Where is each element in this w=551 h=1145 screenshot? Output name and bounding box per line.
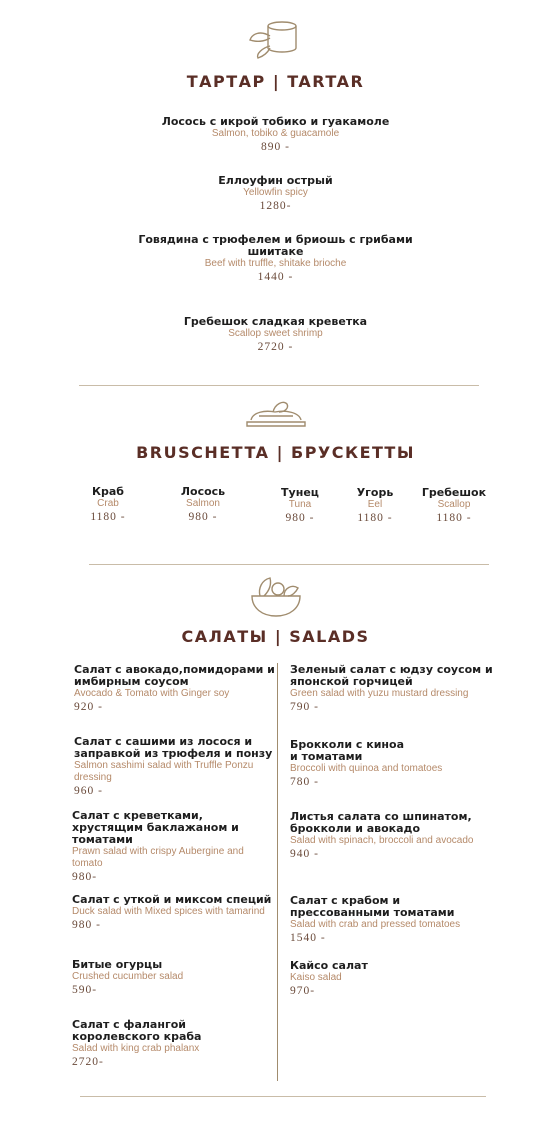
item-price: 980 - — [188, 511, 218, 523]
item-name-ru: Лосось — [180, 485, 226, 498]
item-name-ru: Битые огурцы — [72, 958, 163, 971]
item-name-en: Eel — [367, 499, 383, 510]
item-price: 590- — [72, 984, 98, 996]
item-name-ru: Говядина с трюфелем и бриошь с грибами шиитаке — [138, 233, 413, 258]
item-price: 980 - — [72, 919, 101, 931]
item-name-en: Salad with king crab phalanx — [72, 1043, 200, 1054]
item-price: 1180 - — [90, 511, 126, 523]
item-name-ru: Салат с креветками, хрустящим баклажаном и томатами — [72, 809, 239, 846]
salad-item — [290, 895, 465, 945]
item-name-ru: Салат с уткой и миксом специй — [72, 893, 272, 906]
item-name-en: Scallop — [437, 499, 471, 510]
item-price: 790 - — [290, 701, 319, 713]
section-divider — [80, 1096, 486, 1097]
tartar-title: ТАРТАР | TARTAR — [186, 72, 365, 91]
tartar-item — [0, 316, 551, 354]
item-name-en: Salmon — [186, 498, 220, 509]
item-name-ru: Гребешок — [421, 486, 487, 499]
item-name-ru: Брокколи с киноа и томатами — [290, 738, 405, 763]
bruschetta-item — [260, 487, 340, 525]
salad-item — [72, 1019, 242, 1069]
salad-item — [290, 811, 490, 861]
item-name-ru: Лосось с икрой тобико и гуакамоле — [161, 115, 390, 128]
tartar-item — [135, 234, 416, 284]
column-divider — [277, 663, 278, 1081]
item-name-ru: Салат с фалангой королевского краба — [72, 1018, 202, 1043]
bruschetta-title: BRUSCHETTA | БРУСКЕТТЫ — [136, 443, 415, 462]
item-price: 1280- — [259, 200, 292, 212]
bruschetta-item — [335, 487, 415, 525]
item-name-en: Salmon, tobiko & guacamole — [211, 128, 340, 139]
section-divider — [89, 564, 489, 565]
tartar-item — [0, 175, 551, 213]
salad-bowl-icon — [0, 574, 551, 618]
item-price: 890 - — [261, 141, 290, 153]
item-name-ru: Салат с авокадо,помидорами и имбирным соусом — [74, 663, 275, 688]
item-price: 970- — [290, 985, 316, 997]
item-name-en: Scallop sweet shrimp — [228, 328, 323, 339]
item-name-ru: Еллоуфин острый — [218, 174, 333, 187]
salad-item — [290, 664, 500, 714]
item-name-en: Duck salad with Mixed spices with tamarind — [72, 906, 265, 917]
bruschetta-item — [414, 487, 494, 525]
item-name-ru: Тунец — [281, 486, 319, 499]
salad-item — [72, 894, 272, 932]
item-name-ru: Листья салата со шпинатом, брокколи и авокадо — [290, 810, 472, 835]
item-name-ru: Зеленый салат с юдзу соусом и японской горчицей — [290, 663, 493, 688]
item-price: 1180 - — [357, 512, 393, 524]
item-price: 1540 - — [290, 932, 326, 944]
bruschetta-item — [68, 486, 148, 524]
item-name-en: Broccoli with quinoa and tomatoes — [290, 763, 443, 774]
item-name-ru: Салат с сашими из лосося и заправкой из трюфеля и понзу — [74, 735, 273, 760]
tartar-item — [0, 116, 551, 154]
item-name-en: Beef with truffle, shitake brioche — [204, 258, 347, 269]
salads-title: САЛАТЫ | SALADS — [181, 627, 370, 646]
item-name-en: Crab — [97, 498, 119, 509]
salad-item — [74, 736, 289, 798]
salad-item — [290, 738, 443, 789]
item-name-en: Tuna — [288, 499, 312, 510]
item-price: 1180 - — [436, 512, 472, 524]
item-name-ru: Салат с крабом и прессованными томатами — [290, 894, 455, 919]
item-name-en: Green salad with yuzu mustard dressing — [290, 688, 469, 699]
item-name-en: Yellowfin spicy — [243, 187, 308, 198]
salad-item — [290, 960, 490, 998]
item-price: 2720- — [72, 1056, 104, 1068]
item-price: 920 - — [74, 701, 103, 713]
item-name-ru: Кайсо салат — [290, 959, 368, 972]
item-name-en: Salad with spinach, broccoli and avocado — [290, 835, 474, 846]
item-price: 2720 - — [257, 341, 294, 353]
item-name-en: Kaiso salad — [290, 972, 342, 983]
bruschetta-item — [163, 486, 243, 524]
item-name-en: Salad with crab and pressed tomatoes — [290, 919, 461, 930]
item-price: 940 - — [290, 848, 319, 860]
item-name-en: Avocado & Tomato with Ginger soy — [74, 688, 230, 699]
salad-item — [74, 664, 289, 714]
item-name-ru: Угорь — [356, 486, 394, 499]
item-name-en: Prawn salad with crispy Aubergine and tomato — [72, 846, 244, 869]
item-name-en: Salmon sashimi salad with Truffle Ponzu dressing — [74, 760, 254, 783]
tartar-roll-icon — [0, 18, 551, 60]
item-price: 960 - — [74, 785, 103, 797]
item-price: 780 - — [290, 776, 319, 788]
item-name-ru: Краб — [92, 485, 124, 498]
bruschetta-bread-icon — [0, 398, 551, 430]
salad-item — [72, 959, 287, 997]
item-price: 980 - — [285, 512, 315, 524]
item-name-en: Crushed cucumber salad — [72, 971, 184, 982]
item-name-ru: Гребешок сладкая креветка — [183, 315, 368, 328]
item-price: 980- — [72, 871, 98, 883]
salad-item — [72, 810, 272, 884]
section-divider — [79, 385, 479, 386]
item-price: 1440 - — [257, 271, 294, 283]
